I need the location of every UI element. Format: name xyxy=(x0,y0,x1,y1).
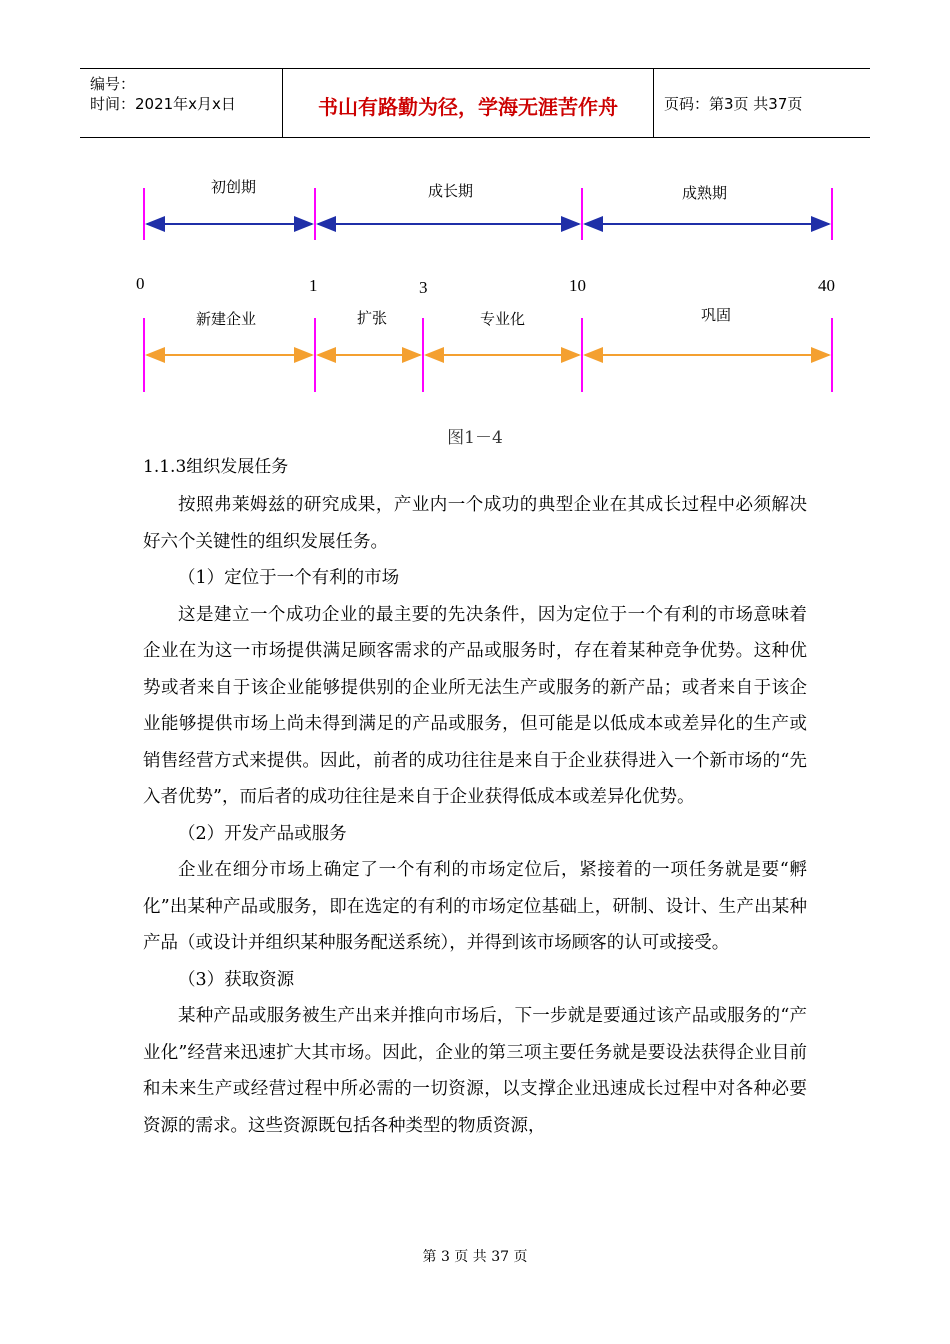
page-header xyxy=(80,68,870,138)
page-footer: 第 3 页 共 37 页 xyxy=(422,1249,528,1265)
paragraph: 这是建立一个成功企业的最主要的先决条件，因为定位于一个有利的市场意味着企业在为这一市场提供满足顾客需求的产品或服务时，存在着某种竞争优势。这种优势或者来自于该企业能够提供别的企业所无法生产或服务的新产品；或者来自于该企业能够提供市场上尚未得到满足的产品或服务，但可能是以低成本或差异化的生产或销售经营方式来提供。因此，前者的成功往往是来自于企业获得进入一个新市场的“先入者优势”，而后者的成功往往是来自于企业获得低成本或差异化优势。 xyxy=(143,604,807,807)
header-page-info: 页码：第3页 共37页 xyxy=(664,95,803,113)
stage-label-startup: 初创期 xyxy=(211,178,257,196)
figure-caption: 图1－4 xyxy=(447,428,503,448)
body-text xyxy=(143,487,807,1144)
phase-label-new: 新建企业 xyxy=(196,310,257,328)
phase-label-specialize: 专业化 xyxy=(480,310,526,328)
stage-label-growth: 成长期 xyxy=(428,182,474,200)
subsection-heading: （3）获取资源 xyxy=(178,969,295,990)
paragraph: 企业在细分市场上确定了一个有利的市场定位后，紧接着的一项任务就是要“孵化”出某种产品或服务，即在选定的有利的市场定位基础上，研制、设计、生产出某种产品（或设计并组织某种服务配送系统），并得到该市场顾客的认可或接受。 xyxy=(143,860,807,953)
paragraph: 某种产品或服务被生产出来并推向市场后，下一步就是要通过该产品或服务的“产业化”经营来迅速扩大其市场。因此，企业的第三项主要任务就是要设法获得企业目前和未来生产或经营过程中所必需的一切资源，以支撑企业迅速成长过程中对各种必要资源的需求。这些资源既包括各种类型的物质资源， xyxy=(143,1006,807,1136)
header-motto: 书山有路勤为径，学海无涯苦作舟 xyxy=(318,95,618,119)
header-page-cell xyxy=(654,69,870,137)
document-time-label: 时间：2021年x月x日 xyxy=(90,95,236,113)
stage-label-maturity: 成熟期 xyxy=(682,184,728,202)
phase-label-expand: 扩张 xyxy=(357,309,388,327)
phase-label-consolidate: 巩固 xyxy=(701,306,732,324)
subsection-heading: （2）开发产品或服务 xyxy=(178,823,347,844)
tick-label-0: 0 xyxy=(136,274,145,293)
tick-label-10: 10 xyxy=(569,276,586,295)
tick-label-3: 3 xyxy=(419,278,428,297)
document-number-label: 编号： xyxy=(90,75,136,93)
paragraph: 按照弗莱姆兹的研究成果，产业内一个成功的典型企业在其成长过程中必须解决好六个关键性的组织发展任务。 xyxy=(143,495,807,552)
stage-diagram xyxy=(0,160,950,410)
subsection-heading: （1）定位于一个有利的市场 xyxy=(178,568,400,588)
tick-label-1: 1 xyxy=(309,276,318,295)
section-title: 1.1.3组织发展任务 xyxy=(143,457,289,477)
header-motto-cell xyxy=(283,69,654,137)
tick-label-40: 40 xyxy=(818,276,835,295)
header-meta-cell xyxy=(80,69,283,137)
